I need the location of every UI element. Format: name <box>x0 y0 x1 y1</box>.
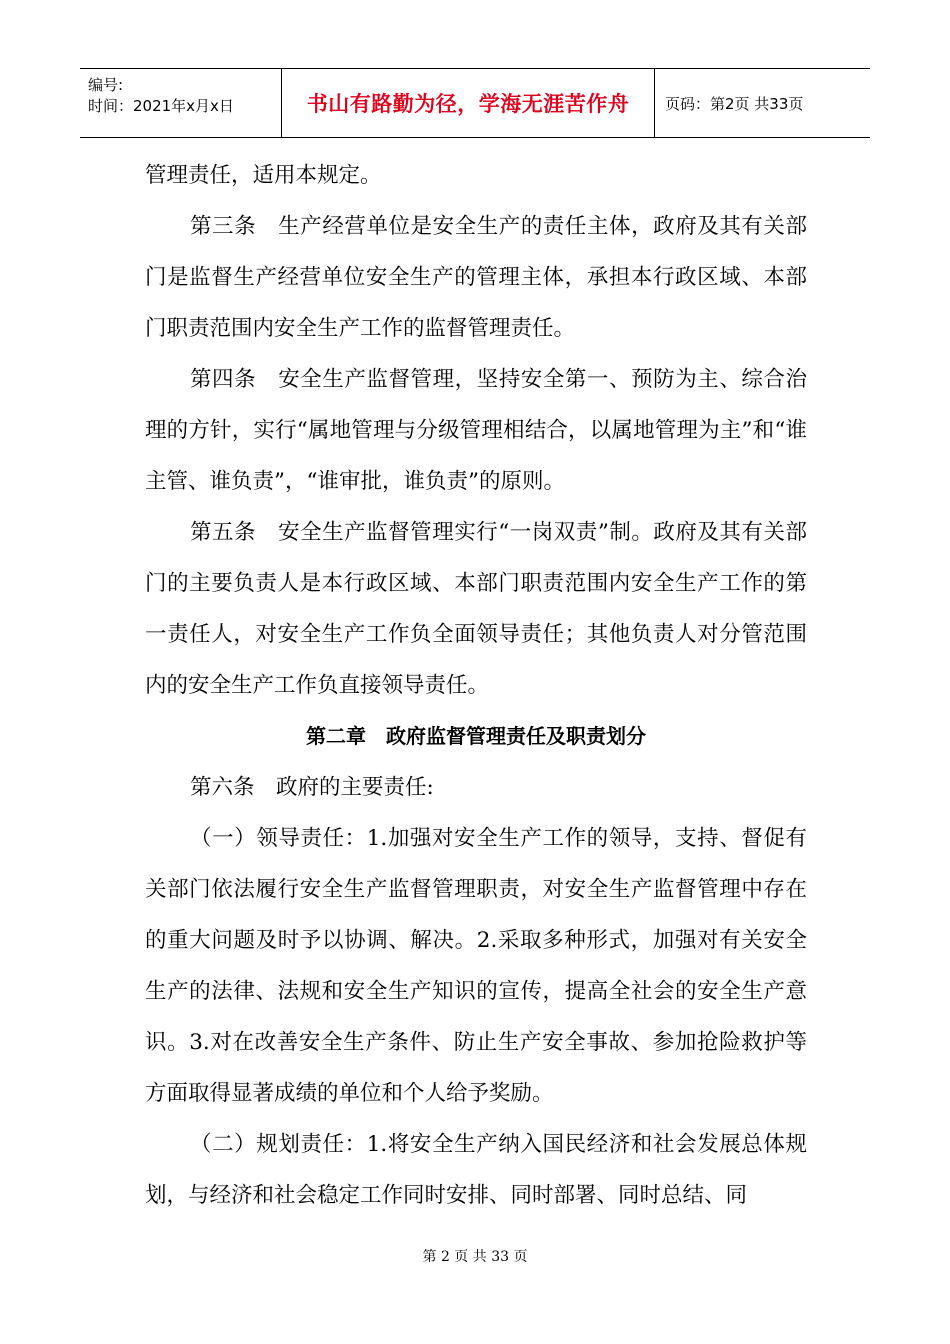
article-5-paragraph: 第五条 安全生产监督管理实行“一岗双责”制。政府及其有关部门的主要负责人是本行政区域、本部门职责范围内安全生产工作的第一责任人，对安全生产工作负全面领导责任；其他负责人对分管范围内的安全生产工作负直接领导责任。 <box>145 520 807 698</box>
document-header <box>80 68 870 138</box>
article-3-paragraph: 第三条 生产经营单位是安全生产的责任主体，政府及其有关部门是监督生产经营单位安全生产的管理主体，承担本行政区域、本部门职责范围内安全生产工作的监督管理责任。 <box>145 214 807 341</box>
header-motto: 书山有路勤为径，学海无涯苦作舟 <box>282 69 655 137</box>
paragraph-continued: 管理责任，适用本规定。 <box>145 163 382 188</box>
leadership-responsibility-paragraph: （一）领导责任：1.加强对安全生产工作的领导，支持、督促有关部门依法履行安全生产监督管理职责，对安全生产监督管理中存在的重大问题及时予以协调、解决。2.采取多种形式，加强对有关安全生产的法律、法规和安全生产知识的宣传，提高全社会的安全生产意识。3.对在改善安全生产条件、防止生产安全事故、参加抢险救护等方面取得显著成绩的单位和个人给予奖励。 <box>145 826 807 1106</box>
chapter-2-heading: 第二章 政府监督管理责任及职责划分 <box>306 724 646 748</box>
article-6-paragraph: 第六条 政府的主要责任: <box>190 775 434 800</box>
document-number-label: 编号: <box>88 76 124 94</box>
header-page-code: 页码：第2页 共33页 <box>665 94 804 113</box>
document-body <box>145 150 807 1221</box>
header-meta-cell <box>80 69 282 137</box>
document-time-label: 时间：2021年x月x日 <box>88 97 234 115</box>
page-footer: 第 2 页 共 33 页 <box>422 1249 528 1265</box>
planning-responsibility-paragraph: （二）规划责任：1.将安全生产纳入国民经济和社会发展总体规划，与经济和社会稳定工作同时安排、同时部署、同时总结、同 <box>145 1132 807 1208</box>
article-4-paragraph: 第四条 安全生产监督管理，坚持安全第一、预防为主、综合治理的方针，实行“属地管理与分级管理相结合，以属地管理为主”和“谁主管、谁负责”，“谁审批，谁负责”的原则。 <box>145 367 807 494</box>
